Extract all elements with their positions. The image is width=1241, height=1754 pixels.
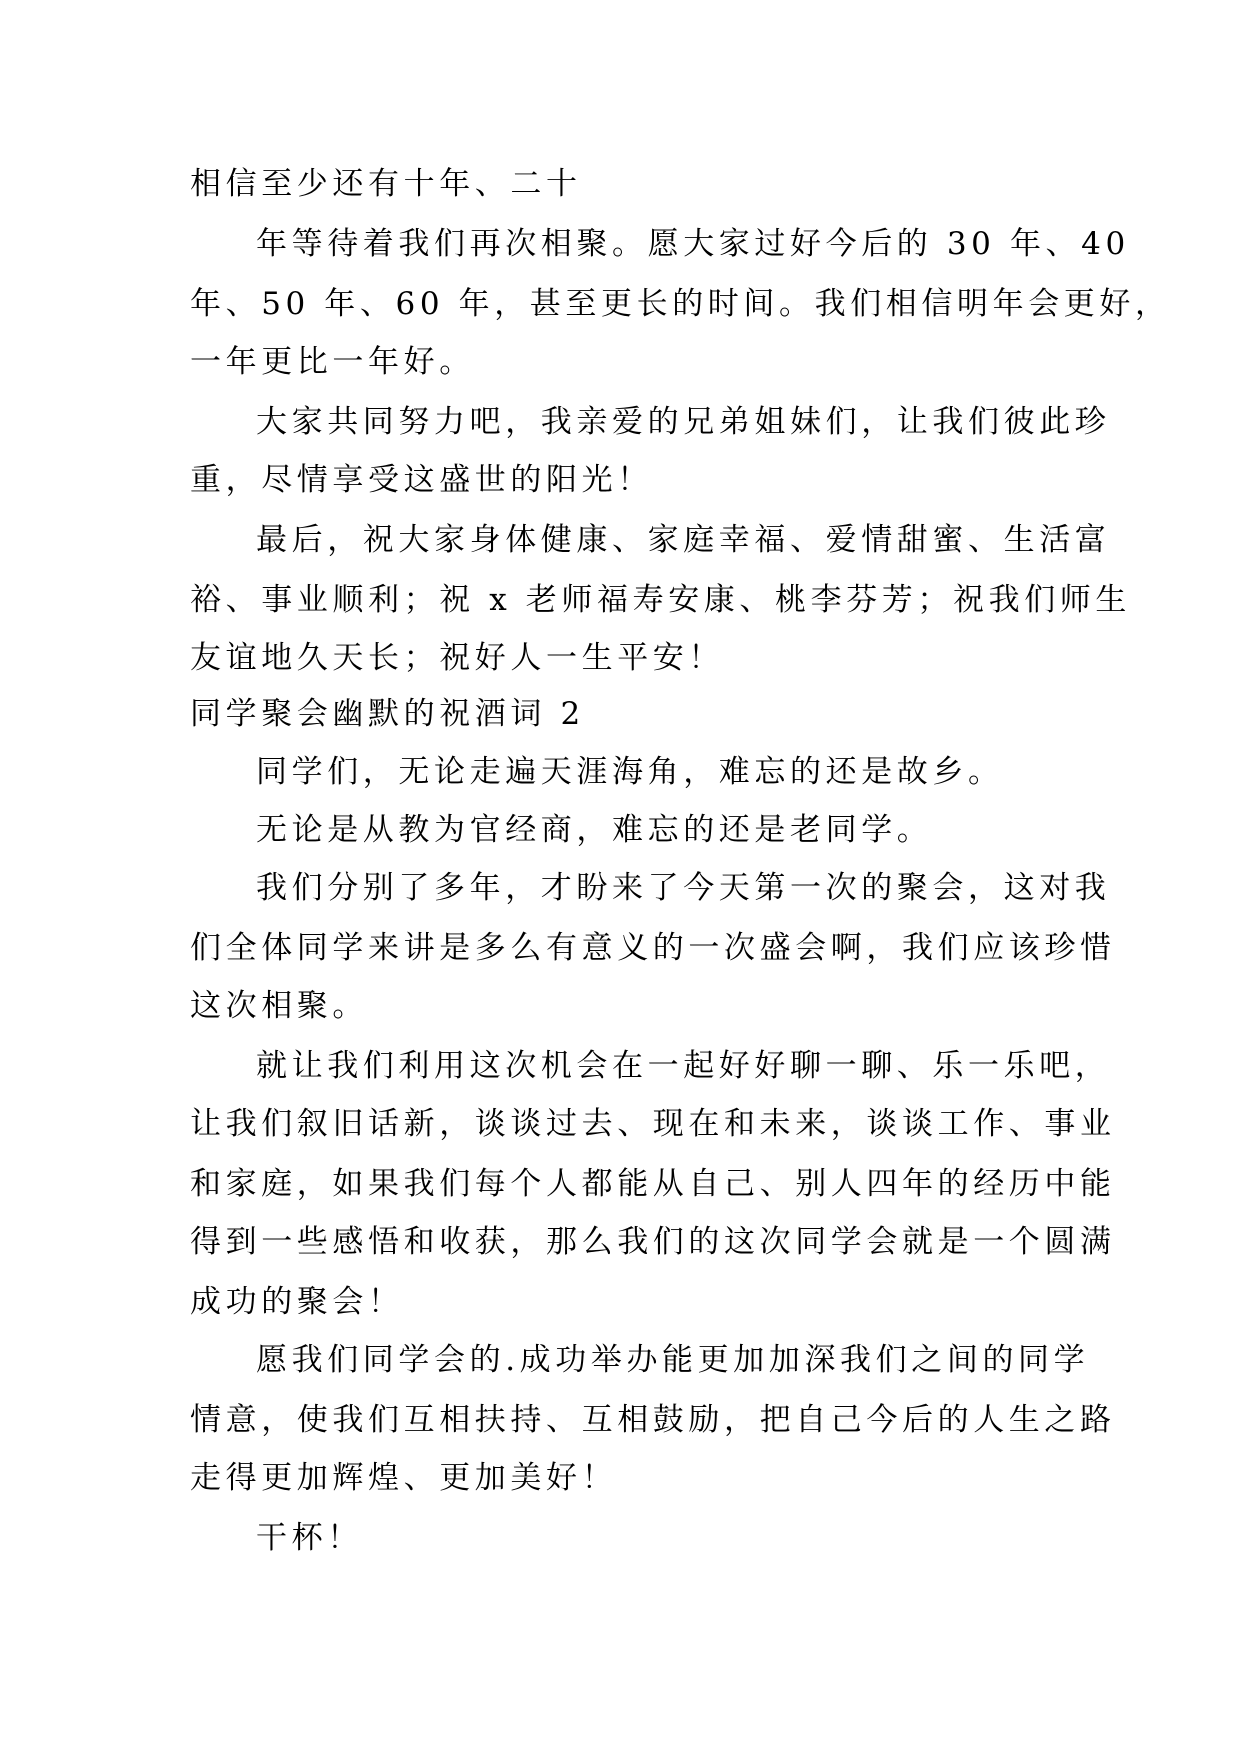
text-line-11: 同学们，无论走遍天涯海角，难忘的还是故乡。 [256, 754, 1004, 790]
text-line-8: 裕、事业顺利；祝 x 老师福寿安康、桃李芬芳；祝我们师生 [190, 582, 1131, 618]
text-line-13: 我们分别了多年，才盼来了今天第一次的聚会，这对我 [256, 870, 1111, 906]
text-line-20: 成功的聚会！ [190, 1284, 404, 1320]
text-line-18: 和家庭，如果我们每个人都能从自己、别人四年的经历中能 [190, 1166, 1116, 1202]
text-line-24: 干杯！ [256, 1520, 363, 1556]
text-line-21: 愿我们同学会的.成功举办能更加加深我们之间的同学 [256, 1342, 1090, 1378]
text-line-2: 年等待着我们再次相聚。愿大家过好今后的 30 年、40 [256, 226, 1130, 262]
text-line-14: 们全体同学来讲是多么有意义的一次盛会啊，我们应该珍惜 [190, 930, 1116, 966]
section-heading: 同学聚会幽默的祝酒词 2 [190, 696, 585, 732]
text-line-12: 无论是从教为官经商，难忘的还是老同学。 [256, 812, 933, 848]
text-line-22: 情意，使我们互相扶持、互相鼓励，把自己今后的人生之路 [190, 1402, 1116, 1438]
text-line-16: 就让我们利用这次机会在一起好好聊一聊、乐一乐吧， [256, 1048, 1111, 1084]
text-line-4: 一年更比一年好。 [190, 344, 475, 380]
text-line-19: 得到一些感悟和收获，那么我们的这次同学会就是一个圆满 [190, 1224, 1116, 1260]
text-line-6: 重，尽情享受这盛世的阳光！ [190, 462, 653, 498]
text-line-5: 大家共同努力吧，我亲爱的兄弟姐妹们，让我们彼此珍 [256, 404, 1111, 440]
text-line-9: 友谊地久天长；祝好人一生平安！ [190, 640, 724, 676]
text-line-23: 走得更加辉煌、更加美好！ [190, 1460, 618, 1496]
text-line-3: 年、50 年、60 年，甚至更长的时间。我们相信明年会更好， [190, 286, 1171, 322]
text-line-17: 让我们叙旧话新，谈谈过去、现在和未来，谈谈工作、事业 [190, 1106, 1116, 1142]
text-line-15: 这次相聚。 [190, 988, 368, 1024]
text-line-7: 最后，祝大家身体健康、家庭幸福、爱情甜蜜、生活富 [256, 522, 1111, 558]
text-line-1: 相信至少还有十年、二十 [190, 166, 582, 202]
